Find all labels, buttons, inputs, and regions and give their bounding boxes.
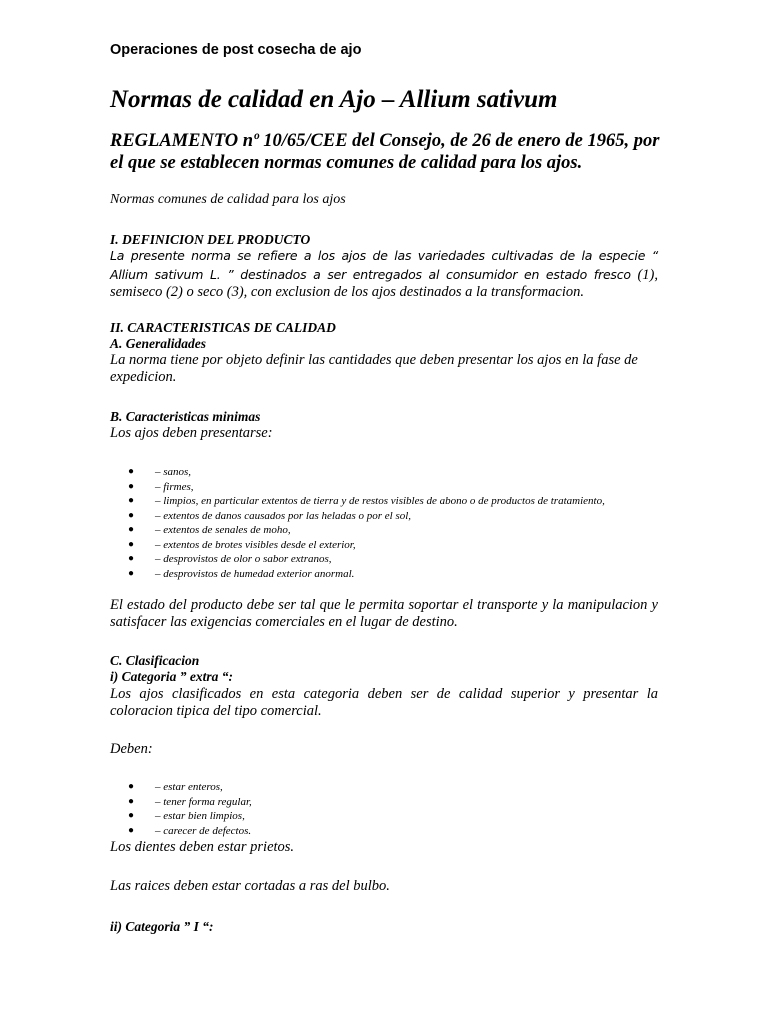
bullet-icon: ● xyxy=(128,509,135,521)
subsection-b-conclusion: El estado del producto debe ser tal que le permita soportar el transporte y la manipulacion y satisfacer las exigencias comerciales en el lugar de destino. xyxy=(110,597,658,630)
bullet-icon: ● xyxy=(128,553,135,564)
list-item xyxy=(110,480,620,495)
list-item xyxy=(110,509,620,524)
bullet-icon: ● xyxy=(128,495,135,506)
section-1-text xyxy=(110,247,658,302)
regulation-subtitle: REGLAMENTO nº 10/65/CEE del Consejo, de 26 de enero de 1965, por el que se establecen normas comunes de calidad para los ajos. xyxy=(110,131,660,173)
dientes-text: Los dientes deben estar prietos. xyxy=(110,839,295,855)
bullet-icon: ● xyxy=(128,466,135,477)
list-item-text: – limpios, en particular extentos de tierra y de restos visibles de abono o de productos de tratamiento, xyxy=(155,495,605,507)
raices-text: Las raices deben estar cortadas a ras del bulbo. xyxy=(110,878,390,894)
subsection-c-heading: C. Clasificacion xyxy=(110,653,200,668)
list-item xyxy=(110,809,620,824)
section-1-text-rest: (1), semiseco (2) o seco (3), con exclusion de los ajos destinados a la transformacion. xyxy=(110,266,658,300)
list-item xyxy=(110,567,620,582)
subsection-a-heading: A. Generalidades xyxy=(110,336,206,351)
bullet-icon: ● xyxy=(128,480,135,492)
list-item-text: – extentos de danos causados por las heladas o por el sol, xyxy=(155,509,412,522)
page-title: Normas de calidad en Ajo – Allium sativum xyxy=(110,86,558,113)
running-header: Operaciones de post cosecha de ajo xyxy=(110,42,362,58)
subsection-a-text: La norma tiene por objeto definir las cantidades que deben presentar los ajos en la fase de expedicion. xyxy=(110,352,638,385)
list-item-text: – estar enteros, xyxy=(155,781,223,793)
list-item-text: – desprovistos de humedad exterior anormal. xyxy=(155,567,355,580)
category-i-heading: ii) Categoria ” I “: xyxy=(110,919,214,934)
list-item xyxy=(110,465,620,480)
list-item xyxy=(110,824,620,839)
intro-text: Normas comunes de calidad para los ajos xyxy=(110,192,346,207)
bullet-icon: ● xyxy=(128,781,135,792)
list-item-text: – desprovistos de olor o sabor extranos, xyxy=(155,553,332,565)
bullet-icon: ● xyxy=(128,524,135,535)
list-item-text: – extentos de senales de moho, xyxy=(155,524,291,536)
list-item xyxy=(110,552,620,567)
section-2-heading: II. CARACTERISTICAS DE CALIDAD xyxy=(110,320,336,335)
bullet-icon: ● xyxy=(128,538,135,550)
list-item xyxy=(110,538,620,553)
list-item-text: – firmes, xyxy=(155,480,194,493)
section-1-heading: I. DEFINICION DEL PRODUCTO xyxy=(110,232,311,247)
bullet-icon: ● xyxy=(128,824,135,836)
category-extra-list xyxy=(110,780,620,838)
minimum-characteristics-list xyxy=(110,465,620,581)
category-extra-heading: i) Categoria ” extra “: xyxy=(110,669,233,684)
list-item-text: – extentos de brotes visibles desde el exterior, xyxy=(155,538,356,551)
list-item xyxy=(110,494,620,509)
subsection-b-intro: Los ajos deben presentarse: xyxy=(110,425,273,441)
list-item-text: – estar bien limpios, xyxy=(155,810,245,822)
list-item xyxy=(110,780,620,795)
bullet-icon: ● xyxy=(128,795,135,807)
list-item xyxy=(110,523,620,538)
category-extra-text: Los ajos clasificados en esta categoria deben ser de calidad superior y presentar la coloracion tipica del tipo comercial. xyxy=(110,686,658,719)
list-item-text: – tener forma regular, xyxy=(155,795,252,808)
bullet-icon: ● xyxy=(128,810,135,821)
list-item xyxy=(110,795,620,810)
section-1-text-handwritten: La presente norma se refiere a los ajos de las variedades cultivadas de la especie “ Allium sativum L. ” destinados a ser entregados al consumidor en estado fresco xyxy=(110,248,658,282)
bullet-icon: ● xyxy=(128,567,135,579)
list-item-text: – carecer de defectos. xyxy=(155,824,252,837)
list-item-text: – sanos, xyxy=(155,466,192,478)
subsection-b-heading: B. Caracteristicas minimas xyxy=(110,409,261,424)
deben-label: Deben: xyxy=(110,741,153,757)
